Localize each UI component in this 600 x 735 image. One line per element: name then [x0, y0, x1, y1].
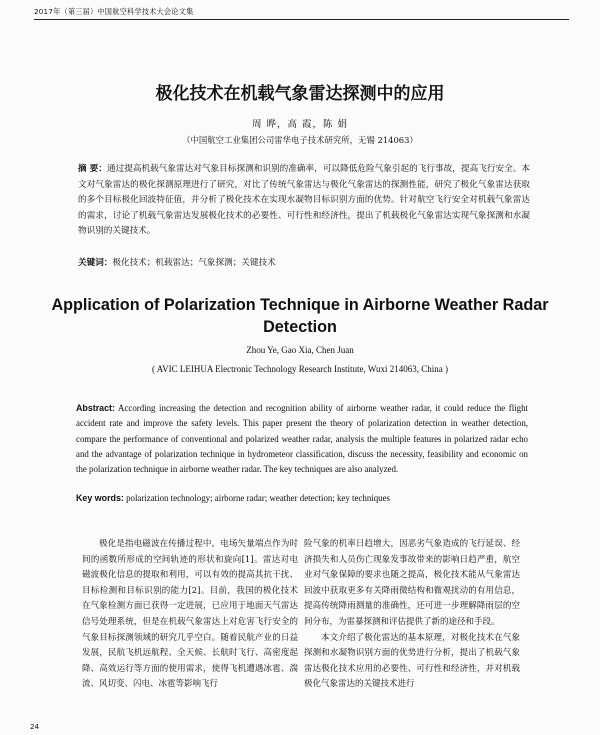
en-abstract [76, 401, 528, 477]
page-number: 24 [30, 723, 39, 731]
en-authors: Zhou Ye, Gao Xia, Chen Juan [246, 345, 354, 355]
en-title-line2: Detection [263, 318, 337, 336]
en-abstract-text: According increasing the detection and recognition ability of airborne weather radar, it could reduce the flight accident rate and improve the safety levels. This paper present the theory of polarization detection in weather detection, compare the performance of conventional and polarized weather radar, analysis the multiple features in polarized radar echo and the advantage of polarization technique in hydrometeor classification, discuss the necessity, feasibility and economic on the polarization technique in airborne weather radar. The key techniques are also analyzed. [76, 403, 528, 475]
body-paragraph: 险气象的机率日趋增大，因恶劣气象造成的飞行延误、经济损失和人员伤亡现象发事故带来的影响日趋严重，航空业对气象保障的要求也随之提高，极化技术能从气象雷达回波中获取更多有关降雨微结构和微观扰动的有用信息，提高传统降雨测量的准确性，还可进一步理解降雨层的空间分布，为雷暴探测和评估提供了新的途径和手段。 [304, 539, 520, 627]
en-affiliation: ( AVIC LEIHUA Electronic Technology Research Institute, Wuxi 214063, China ) [152, 364, 448, 374]
en-keywords-text: polarization technology; airborne radar; weather detection; key techniques [126, 493, 390, 503]
cn-keywords-text: 极化技术；机载雷达；气象探测；关键技术 [112, 258, 276, 268]
cn-abstract-text: 通过提高机载气象雷达对气象目标探测和识别的准确率，可以降低危险气象引起的飞行事故，提高飞行安全。本文对气象雷达的极化探测原理进行了研究，对比了传统气象雷达与极化气象雷达的探测性能，研究了极化气象雷达获取的多个目标极化回波特征值，并分析了极化技术在实现水凝物目标识别方面的优势。针对航空飞行安全对机载气象雷达的需求，讨论了机载气象雷达发展极化技术的必要性、可行性和经济性，提出了机载极化气象雷达实现气象探测和水凝物识别的关键技术。 [78, 164, 530, 237]
cn-affiliation: （中国航空工业集团公司雷华电子技术研究所，无锡 214063） [182, 135, 418, 145]
cn-keywords [78, 256, 530, 268]
en-keywords [76, 493, 528, 503]
body-paragraph: 本文介绍了极化雷达的基本原理，对极化技术在气象探测和水凝物识别方面的优势进行分析，提出了机载气象雷达极化技术应用的必要性、可行性和经济性，并对机载极化气象雷达的关键技术进行 [304, 632, 520, 690]
body-column-right [304, 537, 520, 693]
body-paragraph: 极化是指电磁波在传播过程中，电场矢量端点作为时间的函数所形成的空间轨迹的形状和旋向[1]。雷达对电磁波极化信息的提取和利用，可以有效的提高其抗干扰、目标检测和目标识别的能力[2]。目前，我国的极化技术在气象检测方面已获得一定进展，已应用于地面天气雷达信号处理系统，但是在机载气象雷达上对危害飞行安全的气象目标探测领域的研究几乎空白。随着民航产业的日益发展，民航飞机远航程、全天候、长航时飞行、高密度起降、高效运行等方面的使用需求，使得飞机遭遇冰雹、湍流、风切变、闪电、冰雹等影响飞行 [82, 539, 298, 690]
body-column-left [82, 537, 298, 693]
en-title-line1: Application of Polarization Technique in Airborne Weather Radar [51, 296, 549, 314]
header-rule [34, 19, 569, 20]
cn-abstract-label: 摘 要： [78, 164, 107, 174]
en-title [50, 294, 550, 338]
en-keywords-label: Key words: [76, 493, 124, 503]
cn-title: 极化技术在机载气象雷达探测中的应用 [155, 84, 445, 104]
en-abstract-label: Abstract: [76, 403, 115, 413]
cn-abstract [78, 162, 530, 240]
cn-keywords-label: 关键词： [78, 258, 113, 268]
running-head: 2017年（第三届）中国航空科学技术大会论文集 [34, 7, 194, 16]
cn-authors: 周 晔，高 霞，陈 娟 [251, 119, 349, 130]
